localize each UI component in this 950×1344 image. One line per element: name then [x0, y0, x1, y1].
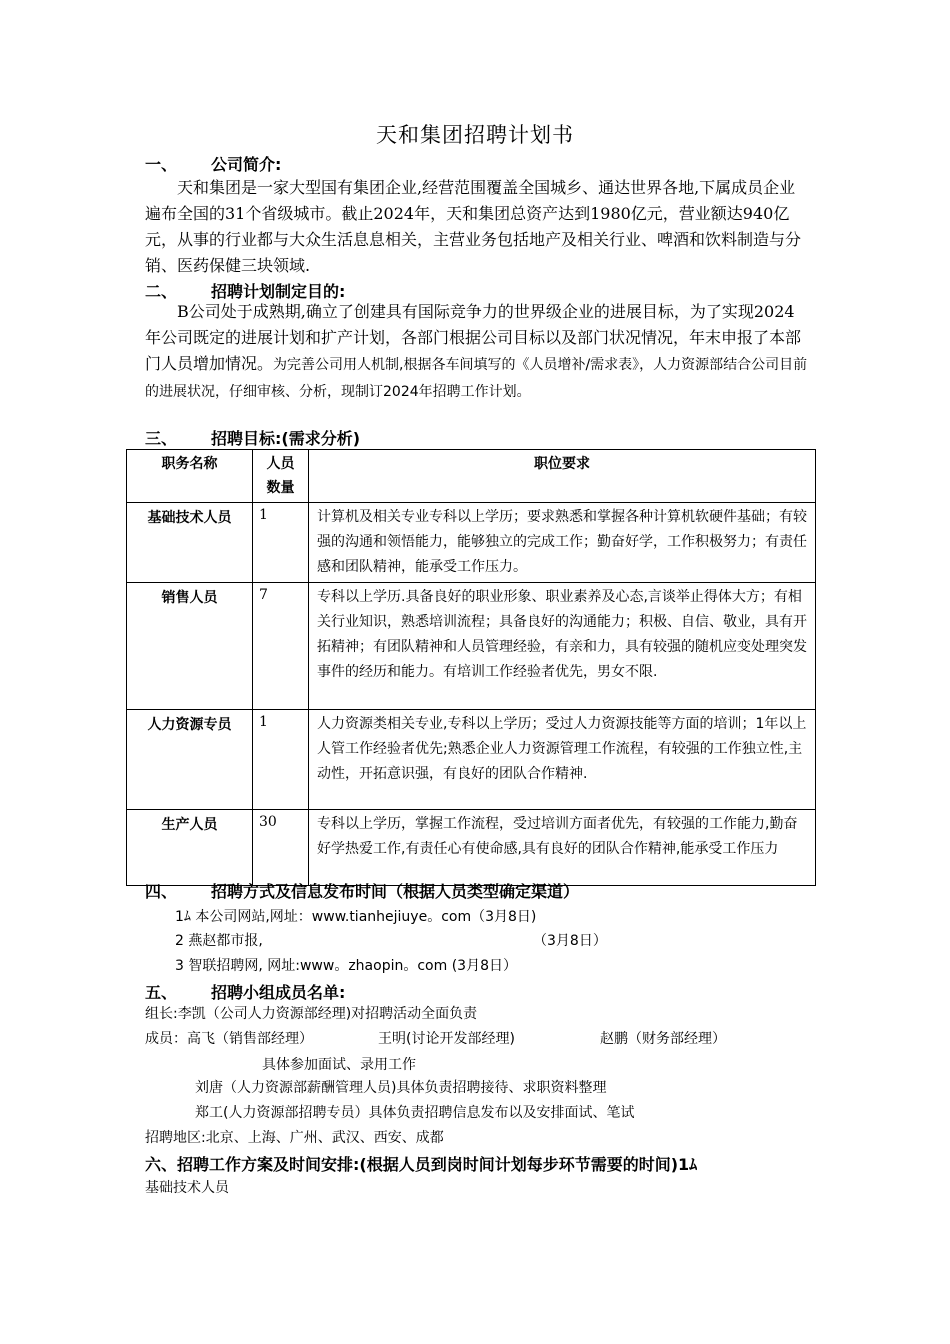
section-4-heading — [145, 879, 579, 902]
row-requirements: 人力资源类相关专业,专科以上学历；受过人力资源技能等方面的培训；1年以上人管工作经验者优先;熟悉企业人力资源管理工作流程，有较强的工作独立性,主动性，开拓意识强，有良好的团队合作精神. — [309, 710, 816, 810]
row-count: 1 — [253, 503, 309, 583]
row-requirements: 专科以上学历，掌握工作流程，受过培训方面者优先，有较强的工作能力,勤奋好学热爱工作,有责任心有使命感,具有良好的团队合作精神,能承受工作压力 — [309, 810, 816, 886]
header-requirements: 职位要求 — [309, 450, 816, 503]
section-4-number: 四、 — [145, 882, 178, 901]
section-2-text-b: 为完善公司用人机制,根据各车间填写的《人员增补/需求表》，人力资源部结合公司目前的进展状况，仔细审核、分析，现制订2024年招聘工作计划。 — [145, 357, 808, 400]
section-2-text-a-content: B公司处于成熟期,确立了创建具有国际竞争力的世界级企业的进展目标，为了实现2024年公司既定的进展计划和扩产计划，各部门根据公司目标以及部门状况情况，年末申报了本部门人员增加情况。 — [145, 302, 802, 373]
requirements-table — [126, 449, 816, 886]
team-member-wang: 王明(讨论开发部经理) — [378, 1031, 515, 1047]
row-position: 生产人员 — [127, 810, 253, 886]
document-title: 天和集团招聘计划书 — [376, 123, 574, 147]
section-2-text-a — [145, 299, 810, 405]
team-member-zheng: 郑工(人力资源部招聘专员）具体负责招聘信息发布以及安排面试、笔试 — [195, 1105, 635, 1121]
table-row — [127, 583, 816, 710]
section-3-heading — [145, 426, 360, 449]
row-count: 7 — [253, 583, 309, 710]
section-5-number: 五、 — [145, 983, 178, 1002]
row-position: 人力资源专员 — [127, 710, 253, 810]
row-count: 1 — [253, 710, 309, 810]
section-1-number: 一、 — [145, 155, 178, 174]
channel-3-date: (3月8日） — [451, 958, 517, 974]
section-5-heading — [145, 980, 345, 1003]
row-position: 销售人员 — [127, 583, 253, 710]
section-1-title: 公司简介: — [211, 155, 282, 174]
section-5-title: 招聘小组成员名单: — [211, 983, 346, 1002]
row-requirements: 计算机及相关专业专科以上学历；要求熟悉和掌握各种计算机软硬件基础；有较强的沟通和领悟能力，能够独立的完成工作；勤奋好学，工作积极努力；有责任感和团队精神，能承受工作压力。 — [309, 503, 816, 583]
team-member-gao: 成员：高飞（销售部经理） — [145, 1031, 313, 1047]
table-row — [127, 810, 816, 886]
channel-3-name: 3 智联招聘网, 网址:www。zhaopin。com — [175, 958, 448, 974]
header-count — [253, 450, 309, 503]
header-position: 职务名称 — [127, 450, 253, 503]
channel-2-name: 2 燕赵都市报, — [175, 933, 263, 949]
table-row — [127, 710, 816, 810]
team-members-duty: 具体参加面试、录用工作 — [262, 1057, 416, 1073]
channel-2-date: （3月8日） — [533, 933, 607, 949]
section-6-heading: 六、招聘工作方案及时间安排:(根据人员到岗时间计划每步环节需要的时间)1ﾑ — [145, 1155, 698, 1174]
channel-1-date: （3月8日) — [471, 909, 537, 925]
row-requirements: 专科以上学历.具备良好的职业形象、职业素养及心态,言谈举止得体大方；有相关行业知识，熟悉培训流程；具备良好的沟通能力；积极、自信、敬业，具有开拓精神；有团队精神和人员管理经验，有亲和力，具有较强的随机应变处理突发事件的经历和能力。有培训工作经验者优先，男女不限. — [309, 583, 816, 710]
section-2-title: 招聘计划制定目的: — [211, 282, 346, 301]
last-line: 基础技术人员 — [145, 1180, 229, 1196]
table-header-row — [127, 450, 816, 503]
section-2-number: 二、 — [145, 282, 178, 301]
channel-1 — [175, 906, 536, 926]
section-1-heading — [145, 152, 281, 175]
section-1-text: 天和集团是一家大型国有集团企业,经营范围覆盖全国城乡、通达世界各地,下属成员企业遍布全国的31个省级城市。截止2024年，天和集团总资产达到1980亿元，营业额达940亿元，从事的行业都与大众生活息息相关，主营业务包括地产及相关行业、啤酒和饮料制造与分销、医药保健三块领域. — [145, 178, 802, 275]
team-member-zhao: 赵鹏（财务部经理） — [600, 1031, 726, 1047]
header-count-line2: 数量 — [266, 480, 295, 496]
team-leader: 组长:李凯（公司人力资源部经理)对招聘活动全面负责 — [145, 1006, 478, 1022]
section-4-title: 招聘方式及信息发布时间（根据人员类型确定渠道） — [211, 882, 580, 901]
section-3-number: 三、 — [145, 429, 178, 448]
header-count-line1: 人员 — [266, 456, 295, 472]
table-row — [127, 503, 816, 583]
channel-1-name: 1ﾑ 本公司网站,网址：www.tianhejiuye。com — [175, 909, 472, 925]
channel-3 — [175, 955, 517, 975]
row-count: 30 — [253, 810, 309, 886]
row-position: 基础技术人员 — [127, 503, 253, 583]
recruit-areas: 招聘地区:北京、上海、广州、武汉、西安、成都 — [145, 1130, 444, 1146]
section-3-title: 招聘目标:(需求分析) — [211, 429, 361, 448]
team-member-liu: 刘唐（人力资源部薪酬管理人员)具体负责招聘接待、求职资料整理 — [195, 1080, 607, 1096]
